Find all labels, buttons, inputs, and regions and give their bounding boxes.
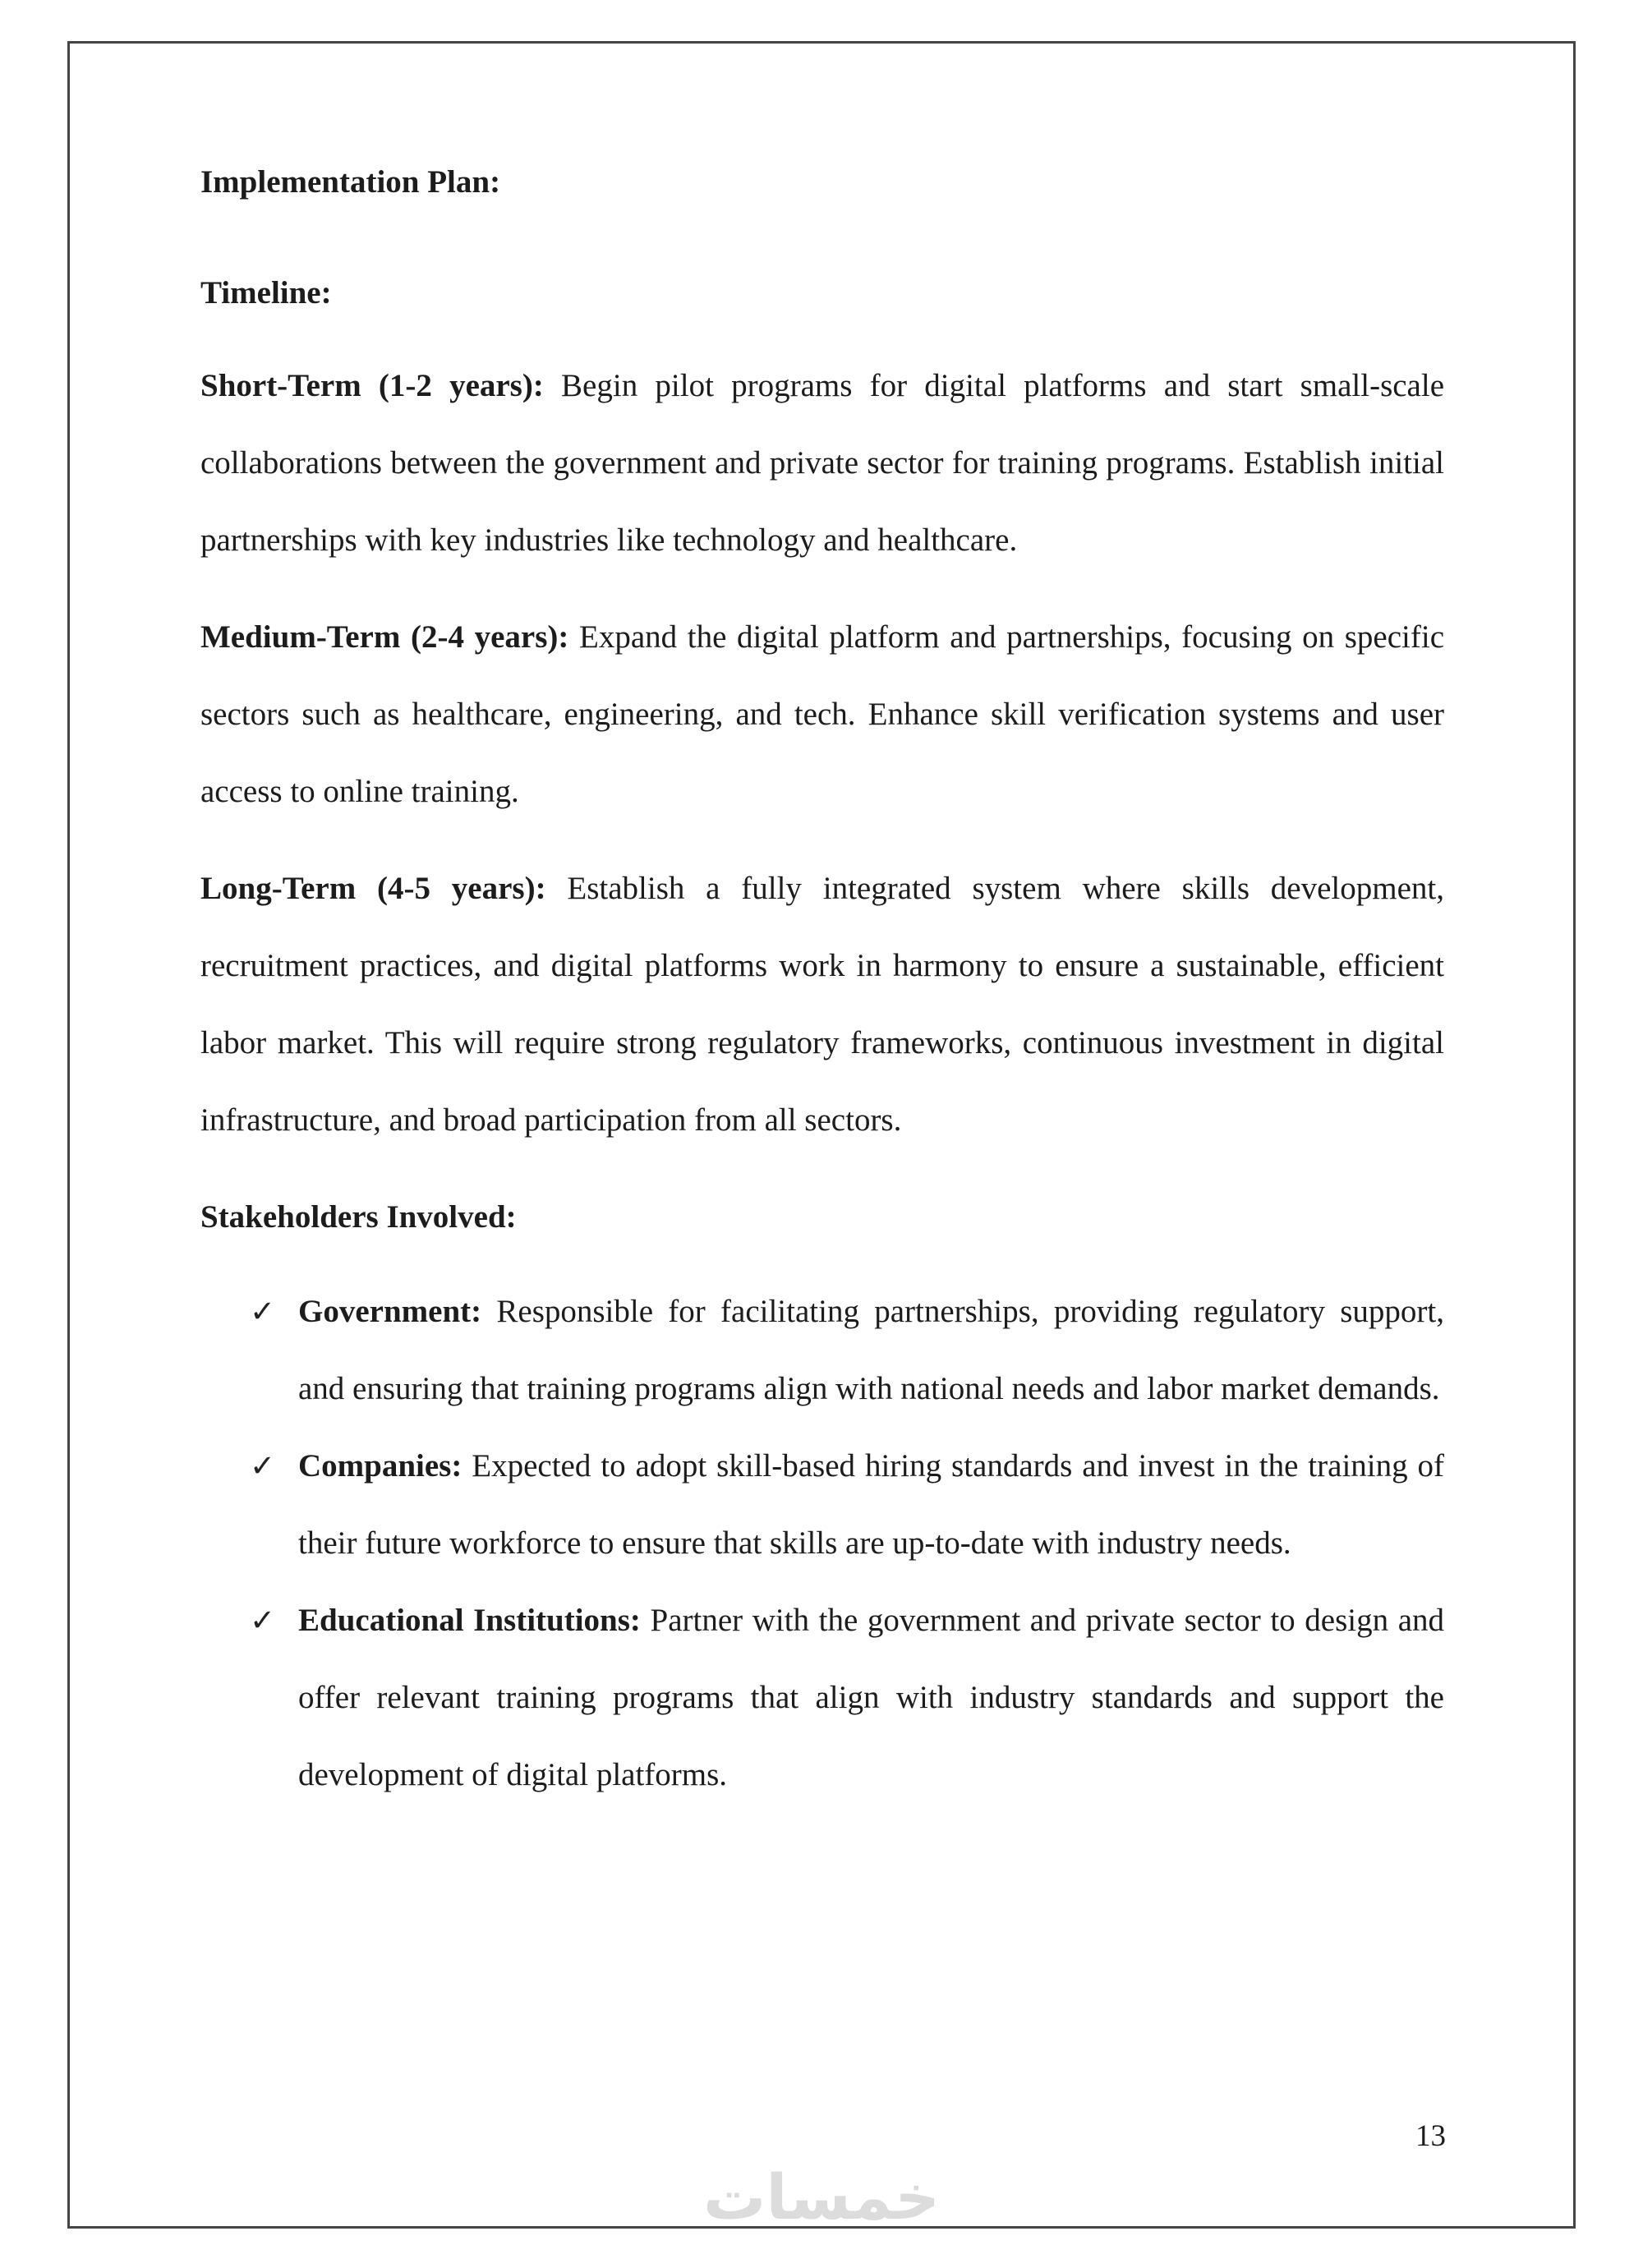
stakeholder-text-companies: Expected to adopt skill-based hiring standards and invest in the training of their future workforce to ensure that skills are up-to-date with industry needs. <box>298 1448 1445 1561</box>
stakeholder-label-government: Government: <box>298 1294 482 1329</box>
page-content <box>200 144 1444 1814</box>
page-number: 13 <box>1415 2119 1446 2153</box>
checkmark-icon: ✓ <box>250 1603 276 1638</box>
stakeholder-text-government: Responsible for facilitating partnerships, providing regulatory support, and ensuring that training programs align with national needs and labor market demands. <box>298 1294 1445 1406</box>
paragraph-long-term <box>200 850 1444 1159</box>
checkmark-icon: ✓ <box>250 1448 276 1484</box>
subsection-heading-stakeholders: Stakeholders Involved: <box>200 1199 517 1235</box>
stakeholder-item-government <box>200 1273 1444 1428</box>
stakeholder-label-companies: Companies: <box>298 1448 463 1484</box>
checkmark-icon: ✓ <box>250 1294 276 1329</box>
stakeholder-label-educational-institutions: Educational Institutions: <box>298 1603 641 1638</box>
term-text-medium-term: Expand the digital platform and partnerships, focusing on specific sectors such as healthcare, engineering, and tech. Enhance skill verification systems and user access to online training. <box>200 619 1444 809</box>
section-heading-implementation-plan: Implementation Plan: <box>200 164 501 200</box>
term-text-short-term: Begin pilot programs for digital platforms and start small-scale collaborations between the government and private sector for training programs. Establish initial partnerships with key industries like technology and healthcare. <box>200 368 1445 558</box>
stakeholder-item-educational-institutions <box>200 1582 1444 1814</box>
term-label-long-term: Long-Term (4-5 years): <box>200 871 546 906</box>
khamsat-watermark: خمسات <box>703 2160 940 2234</box>
paragraph-short-term <box>200 347 1444 579</box>
stakeholder-item-companies <box>200 1428 1444 1582</box>
subsection-heading-timeline: Timeline: <box>200 275 332 311</box>
paragraph-medium-term <box>200 599 1444 830</box>
term-label-short-term: Short-Term (1-2 years): <box>200 368 544 403</box>
stakeholders-list <box>200 1273 1444 1814</box>
term-text-long-term: Establish a fully integrated system where skills development, recruitment practices, and digital platforms work in harmony to ensure a sustainable, efficient labor market. This will require strong regulatory frameworks, continuous investment in digital infrastructure, and broad participation from all sectors. <box>200 871 1444 1138</box>
stakeholder-text-educational-institutions: Partner with the government and private sector to design and offer relevant training programs that align with industry standards and support the development of digital platforms. <box>298 1603 1445 1792</box>
term-label-medium-term: Medium-Term (2-4 years): <box>200 619 569 655</box>
document-page <box>67 41 1576 2234</box>
